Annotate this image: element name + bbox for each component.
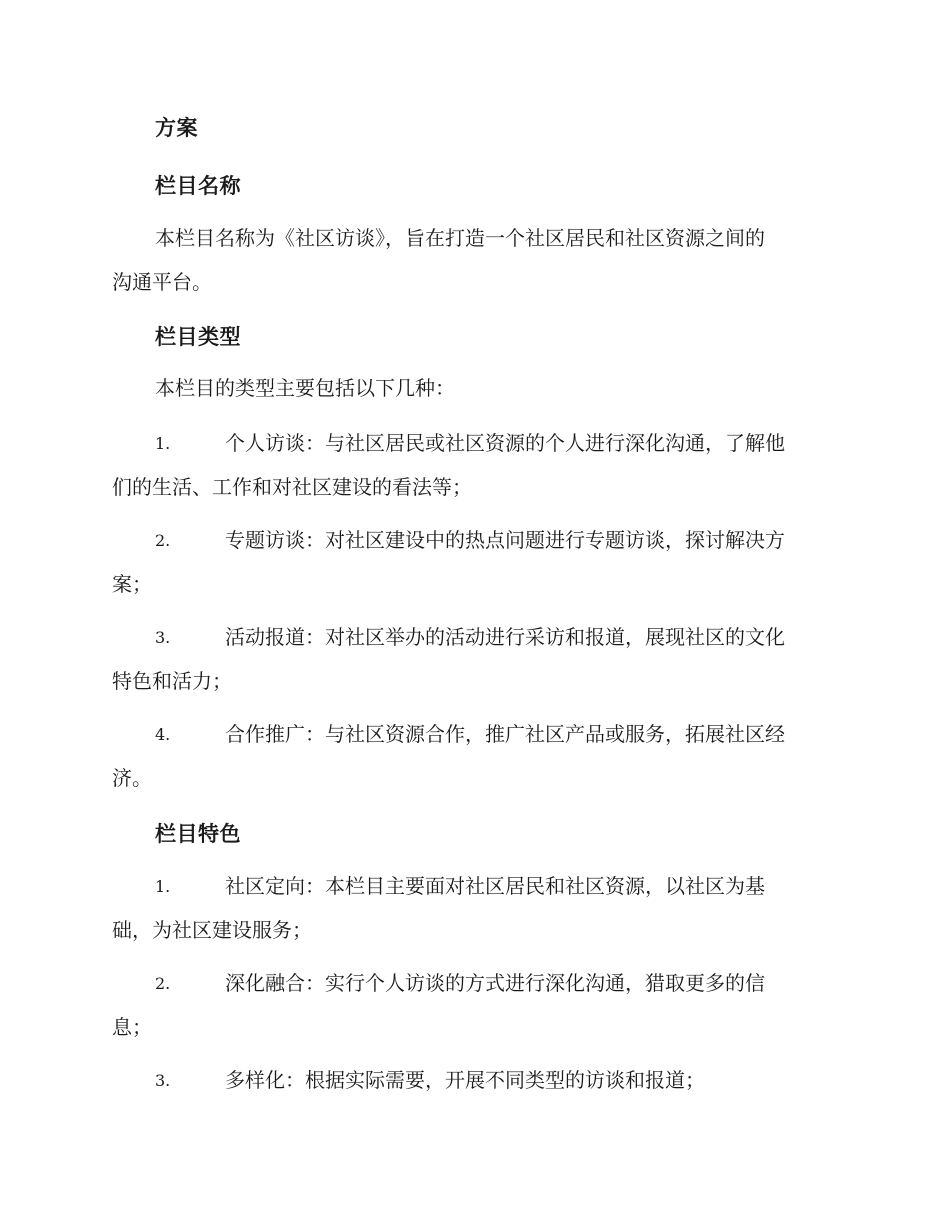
list-item-line: 特色和活力； xyxy=(112,669,232,693)
list-item-line: 案； xyxy=(112,572,152,596)
list-item xyxy=(112,518,785,606)
list-item-number: 2. xyxy=(155,531,171,550)
list-item xyxy=(112,864,765,952)
list-item-number: 3. xyxy=(155,1071,171,1090)
list-item-number: 1. xyxy=(155,877,171,896)
list-item-line: 多样化：根据实际需要，开展不同类型的访谈和报道； xyxy=(225,1068,705,1092)
list-item-line: 专题访谈：对社区建设中的热点问题进行专题访谈，探讨解决方 xyxy=(225,528,785,552)
list-item-number: 4. xyxy=(155,725,171,744)
list-item-line: 深化融合：实行个人访谈的方式进行深化沟通，猎取更多的信 xyxy=(225,971,765,995)
section-heading-column-type: 栏目类型 xyxy=(155,325,241,349)
column-type-intro xyxy=(112,366,842,410)
section-heading-column-name: 栏目名称 xyxy=(155,174,241,198)
list-item xyxy=(112,712,785,800)
list-item-line: 息； xyxy=(112,1015,152,1039)
paragraph-line: 本栏目名称为《社区访谈》，旨在打造一个社区居民和社区资源之间的 xyxy=(155,226,765,250)
column-name-paragraph xyxy=(112,216,842,304)
list-item-number: 2. xyxy=(155,974,171,993)
list-item-line: 合作推广：与社区资源合作，推广社区产品或服务，拓展社区经 xyxy=(225,722,785,746)
list-item-line: 个人访谈：与社区居民或社区资源的个人进行深化沟通，了解他 xyxy=(225,431,785,455)
list-item xyxy=(112,1058,705,1102)
list-item-line: 济。 xyxy=(112,766,152,790)
paragraph-line: 沟通平台。 xyxy=(112,270,212,294)
list-item xyxy=(112,961,765,1049)
list-item-line: 社区定向：本栏目主要面对社区居民和社区资源，以社区为基 xyxy=(225,874,765,898)
list-item-line: 活动报道：对社区举办的活动进行采访和报道，展现社区的文化 xyxy=(225,625,785,649)
document-title: 方案 xyxy=(155,116,198,140)
list-item xyxy=(112,421,785,509)
list-item-number: 1. xyxy=(155,434,171,453)
list-item-line: 础，为社区建设服务； xyxy=(112,918,312,942)
list-item-number: 3. xyxy=(155,628,171,647)
paragraph-line: 本栏目的类型主要包括以下几种： xyxy=(155,376,455,400)
list-item xyxy=(112,615,785,703)
section-heading-column-features: 栏目特色 xyxy=(155,822,241,846)
list-item-line: 们的生活、工作和对社区建设的看法等； xyxy=(112,475,472,499)
